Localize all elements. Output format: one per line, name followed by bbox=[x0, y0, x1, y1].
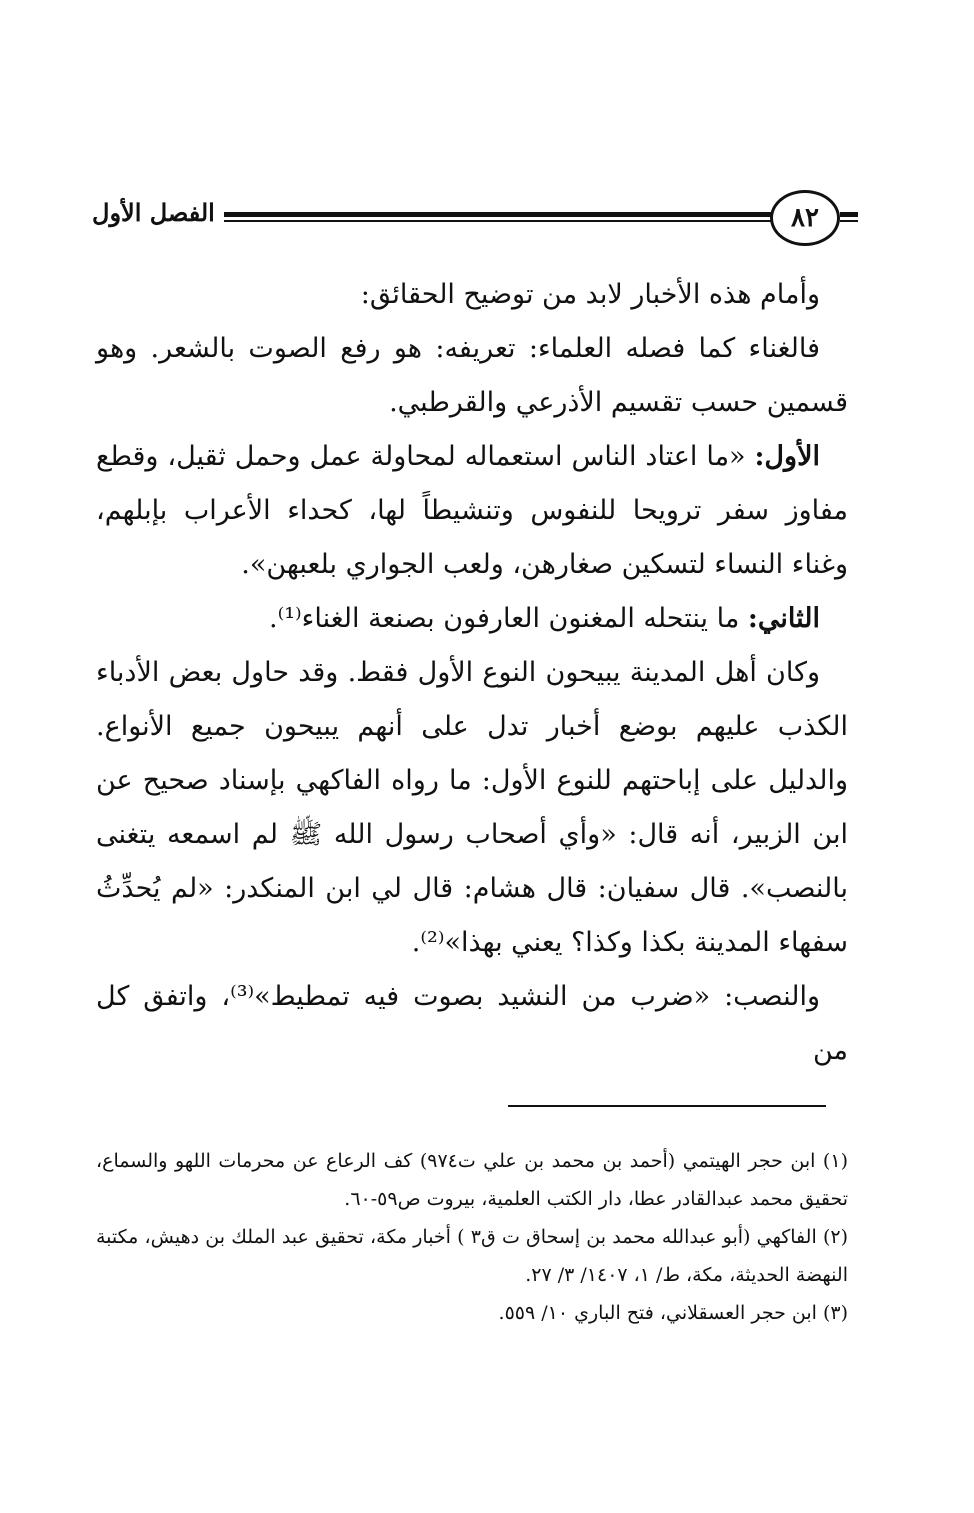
page-header bbox=[92, 190, 862, 250]
paragraph-lead: الثاني: bbox=[747, 603, 820, 634]
paragraph-text: ما ينتحله المغنون العارفون بصنعة الغناء⁽¹⁾. bbox=[269, 603, 748, 634]
header-rule-right bbox=[840, 212, 858, 217]
paragraph bbox=[96, 592, 848, 646]
page-number-badge bbox=[770, 190, 840, 246]
footnote: (١) ابن حجر الهيتمي (أحمد بن محمد بن علي ت٩٧٤) كف الرعاع عن محرمات اللهو والسماع، تحقيق محمد عبدالقادر عطا، دار الكتب العلمية، بيروت ص٥٩-٦٠. bbox=[96, 1150, 848, 1210]
footnote: (٢) الفاكهي (أبو عبدالله محمد بن إسحاق ت ق٣ ) أخبار مكة، تحقيق عبد الملك بن دهيش، مكتبة النهضة الحديثة، مكة، ط/ ١، ١٤٠٧/ ٣/ ٢٧. bbox=[96, 1226, 849, 1286]
chapter-title: الفصل الأول bbox=[92, 198, 215, 227]
paragraph: وكان أهل المدينة يبيحون النوع الأول فقط. وقد حاول بعض الأدباء الكذب عليهم بوضع أخبار تدل على أنهم يبيحون جميع الأنواع. والدليل على إباحتهم للنوع الأول: ما رواه الفاكهي بإسناد صحيح عن ابن الزبير، أنه قال: «وأي أصحاب رسول الله ﷺ لم اسمعه يتغنى بالنصب». قال سفيان: قال هشام: قال لي ابن المنكدر: «لم يُحدِّثُ سفهاء المدينة بكذا وكذا؟ يعني بهذا»⁽²⁾. bbox=[96, 657, 848, 958]
header-rule-right-thin bbox=[840, 220, 858, 222]
footnote: (٣) ابن حجر العسقلاني، فتح الباري ١٠/ ٥٥٩. bbox=[498, 1302, 848, 1324]
paragraph-text: «ما اعتاد الناس استعماله لمحاولة عمل وحمل ثقيل، وقطع مفاوز سفر ترويحا للنفوس وتنشيطاً لها، كحداء الأعراب بإبلهم، وغناء النساء لتسكين صغارهن، ولعب الجواري بلعبهن». bbox=[96, 441, 848, 580]
paragraph: وأمام هذه الأخبار لابد من توضيح الحقائق: bbox=[360, 279, 820, 310]
header-rule bbox=[224, 212, 772, 217]
main-text bbox=[96, 268, 848, 1078]
paragraph bbox=[96, 430, 848, 592]
paragraph-lead: الأول: bbox=[754, 441, 820, 472]
footnote-separator bbox=[508, 1105, 826, 1107]
page-number: ٨٢ bbox=[791, 203, 819, 233]
paragraph: والنصب: «ضرب من النشيد بصوت فيه تمطيط»⁽³⁾، واتفق كل من bbox=[96, 981, 848, 1066]
footnotes bbox=[96, 1142, 848, 1332]
paragraph: فالغناء كما فصله العلماء: تعريفه: هو رفع الصوت بالشعر. وهو قسمين حسب تقسيم الأذرعي والقرطبي. bbox=[96, 333, 848, 418]
header-rule-thin bbox=[224, 220, 772, 222]
